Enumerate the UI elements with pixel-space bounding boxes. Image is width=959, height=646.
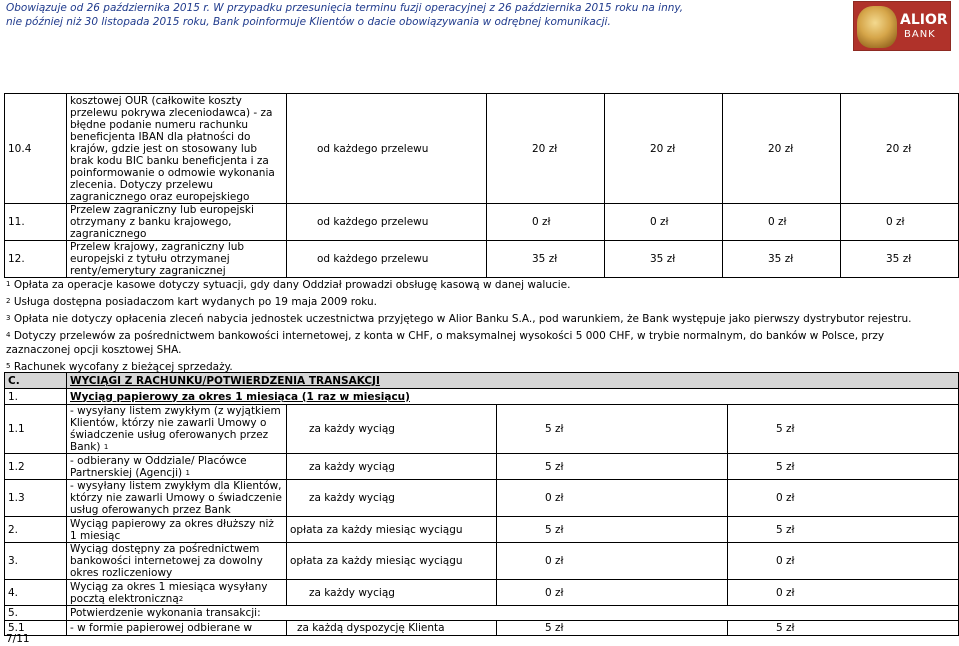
table-row xyxy=(5,204,959,241)
subsection-row xyxy=(5,606,959,621)
row-basis: od każdego przelewu xyxy=(287,241,487,278)
row-number: 12. xyxy=(5,241,67,278)
row-number: 1.3 xyxy=(5,480,67,517)
row-description: Wyciąg za okres 1 miesiąca wysyłany pocztą elektroniczną$^2$ xyxy=(67,580,287,606)
row-description: kosztowej OUR (całkowite koszty przelewu pokrywa zleceniodawca) - za błędne podanie numeru rachunku beneficjenta IBAN dla płatności do krajów, gdzie jest on stosowany lub brak kodu BIC banku beneficjenta i za poinformowanie o odmowie wykonania zlecenia. Dotyczy przelewu zagranicznego oraz europejskiego xyxy=(67,94,287,204)
fees-table xyxy=(4,93,959,278)
row-number: 5.1 xyxy=(5,621,67,636)
row-basis: za każdy wyciąg xyxy=(287,480,497,517)
row-basis: od każdego przelewu xyxy=(287,94,487,204)
row-description: - wysyłany listem zwykłym (z wyjątkiem Klientów, którzy nie zawarli Umowy o świadczenie usług oferowanych przez Bank) $^1$ xyxy=(67,405,287,454)
fee-value: 0 zł xyxy=(723,204,841,241)
alior-bank-logo xyxy=(853,1,951,51)
table-row xyxy=(5,517,959,543)
fee-value: 0 zł xyxy=(728,480,959,517)
row-description: Wyciąg papierowy za okres dłuższy niż 1 miesiąc xyxy=(67,517,287,543)
table-row xyxy=(5,405,959,454)
page-number: 7/11 xyxy=(6,633,30,645)
row-number: 1.2 xyxy=(5,454,67,480)
fee-value: 20 zł xyxy=(487,94,605,204)
section-title: WYCIĄGI Z RACHUNKU/POTWIERDZENIA TRANSAKCJI xyxy=(67,373,959,389)
table-row xyxy=(5,621,959,636)
fee-value: 0 zł xyxy=(728,580,959,606)
table-row xyxy=(5,241,959,278)
table-row xyxy=(5,94,959,204)
fee-value: 0 zł xyxy=(841,204,959,241)
table-row xyxy=(5,580,959,606)
row-number: 1.1 xyxy=(5,405,67,454)
row-basis: za każdą dyspozycję Klienta xyxy=(287,621,497,636)
fee-value: 35 zł xyxy=(487,241,605,278)
row-number: 5. xyxy=(5,606,67,621)
row-basis: opłata za każdy miesiąc wyciągu xyxy=(287,543,497,580)
fee-value: 20 zł xyxy=(723,94,841,204)
row-description: Przelew krajowy, zagraniczny lub europejski z tytułu otrzymanej renty/emerytury zagranicznej xyxy=(67,241,287,278)
row-description: Wyciąg dostępny za pośrednictwem bankowości internetowej za dowolny okres rozliczeniowy xyxy=(67,543,287,580)
fee-value: 35 zł xyxy=(723,241,841,278)
footnotes xyxy=(6,278,951,377)
row-number: 11. xyxy=(5,204,67,241)
fee-value: 0 zł xyxy=(497,480,728,517)
row-description: Przelew zagraniczny lub europejski otrzymany z banku krajowego, zagranicznego xyxy=(67,204,287,241)
validity-notice xyxy=(6,1,806,29)
row-number: 2. xyxy=(5,517,67,543)
subsection-title: Potwierdzenie wykonania transakcji: xyxy=(67,606,959,621)
fee-value: 5 zł xyxy=(497,517,728,543)
table-row xyxy=(5,543,959,580)
fee-value: 20 zł xyxy=(605,94,723,204)
row-basis: za każdy wyciąg xyxy=(287,454,497,480)
fee-value: 5 zł xyxy=(728,454,959,480)
footnote: $^2$ Usługa dostępna posiadaczom kart wydanych po 19 maja 2009 roku. xyxy=(6,296,377,308)
footnote: $^5$ Rachunek wycofany z bieżącej sprzedaży. xyxy=(6,361,233,373)
fee-value: 5 zł xyxy=(728,405,959,454)
fee-value: 0 zł xyxy=(497,543,728,580)
row-basis: od każdego przelewu xyxy=(287,204,487,241)
notice-line-1: Obowiązuje od 26 października 2015 r. W przypadku przesunięcia terminu fuzji operacyjnej z 26 października 2015 roku na inny, xyxy=(6,2,684,14)
fee-value: 35 zł xyxy=(841,241,959,278)
row-description: - w formie papierowej odbierane w xyxy=(67,621,287,636)
fee-value: 0 zł xyxy=(728,543,959,580)
footnote: $^4$ Dotyczy przelewów za pośrednictwem bankowości internetowej, z konta w CHF, o maksymalnej wysokości 5 000 CHF, w trybie normalnym, do banków w Polsce, przy zaznaczonej opcji kosztowej SHA. xyxy=(6,330,885,356)
fee-value: 35 zł xyxy=(605,241,723,278)
row-description: - wysyłany listem zwykłym dla Klientów, którzy nie zawarli Umowy o świadczenie usług oferowanych przez Bank xyxy=(67,480,287,517)
footnote: $^1$ Opłata za operacje kasowe dotyczy sytuacji, gdy dany Oddział prowadzi obsługę kasową w danej walucie. xyxy=(6,279,571,291)
subsection-title: Wyciąg papierowy za okres 1 miesiąca (1 raz w miesiącu) xyxy=(67,389,959,405)
row-description: - odbierany w Oddziale/ Placówce Partnerskiej (Agencji) $^1$ xyxy=(67,454,287,480)
row-basis: opłata za każdy miesiąc wyciągu xyxy=(287,517,497,543)
fee-value: 5 zł xyxy=(497,454,728,480)
fee-value: 5 zł xyxy=(728,621,959,636)
table-row xyxy=(5,480,959,517)
fee-value: 5 zł xyxy=(728,517,959,543)
row-number: 1. xyxy=(5,389,67,405)
fee-value: 0 zł xyxy=(487,204,605,241)
fee-value: 0 zł xyxy=(605,204,723,241)
row-basis: za każdy wyciąg xyxy=(287,580,497,606)
table-row xyxy=(5,454,959,480)
subsection-row xyxy=(5,389,959,405)
section-header-row xyxy=(5,373,959,389)
section-letter: C. xyxy=(5,373,67,389)
logo-sub: BANK xyxy=(904,29,936,40)
row-number: 4. xyxy=(5,580,67,606)
statements-table xyxy=(4,372,959,636)
fee-value: 5 zł xyxy=(497,621,728,636)
row-basis: za każdy wyciąg xyxy=(287,405,497,454)
row-number: 10.4 xyxy=(5,94,67,204)
row-number: 3. xyxy=(5,543,67,580)
logo-face-icon xyxy=(857,6,897,48)
footnote: $^3$ Opłata nie dotyczy opłacenia zleceń nabycia jednostek uczestnictwa przyjętego w Alior Banku S.A., pod warunkiem, że Bank występuje jako pierwszy dystrybutor rejestru. xyxy=(6,313,912,325)
notice-line-2: nie później niż 30 listopada 2015 roku, Bank poinformuje Klientów o dacie obowiązywania w odrębnej komunikacji. xyxy=(6,16,611,28)
fee-value: 20 zł xyxy=(841,94,959,204)
logo-name: ALIOR xyxy=(900,12,948,28)
fee-value: 0 zł xyxy=(497,580,728,606)
fee-value: 5 zł xyxy=(497,405,728,454)
